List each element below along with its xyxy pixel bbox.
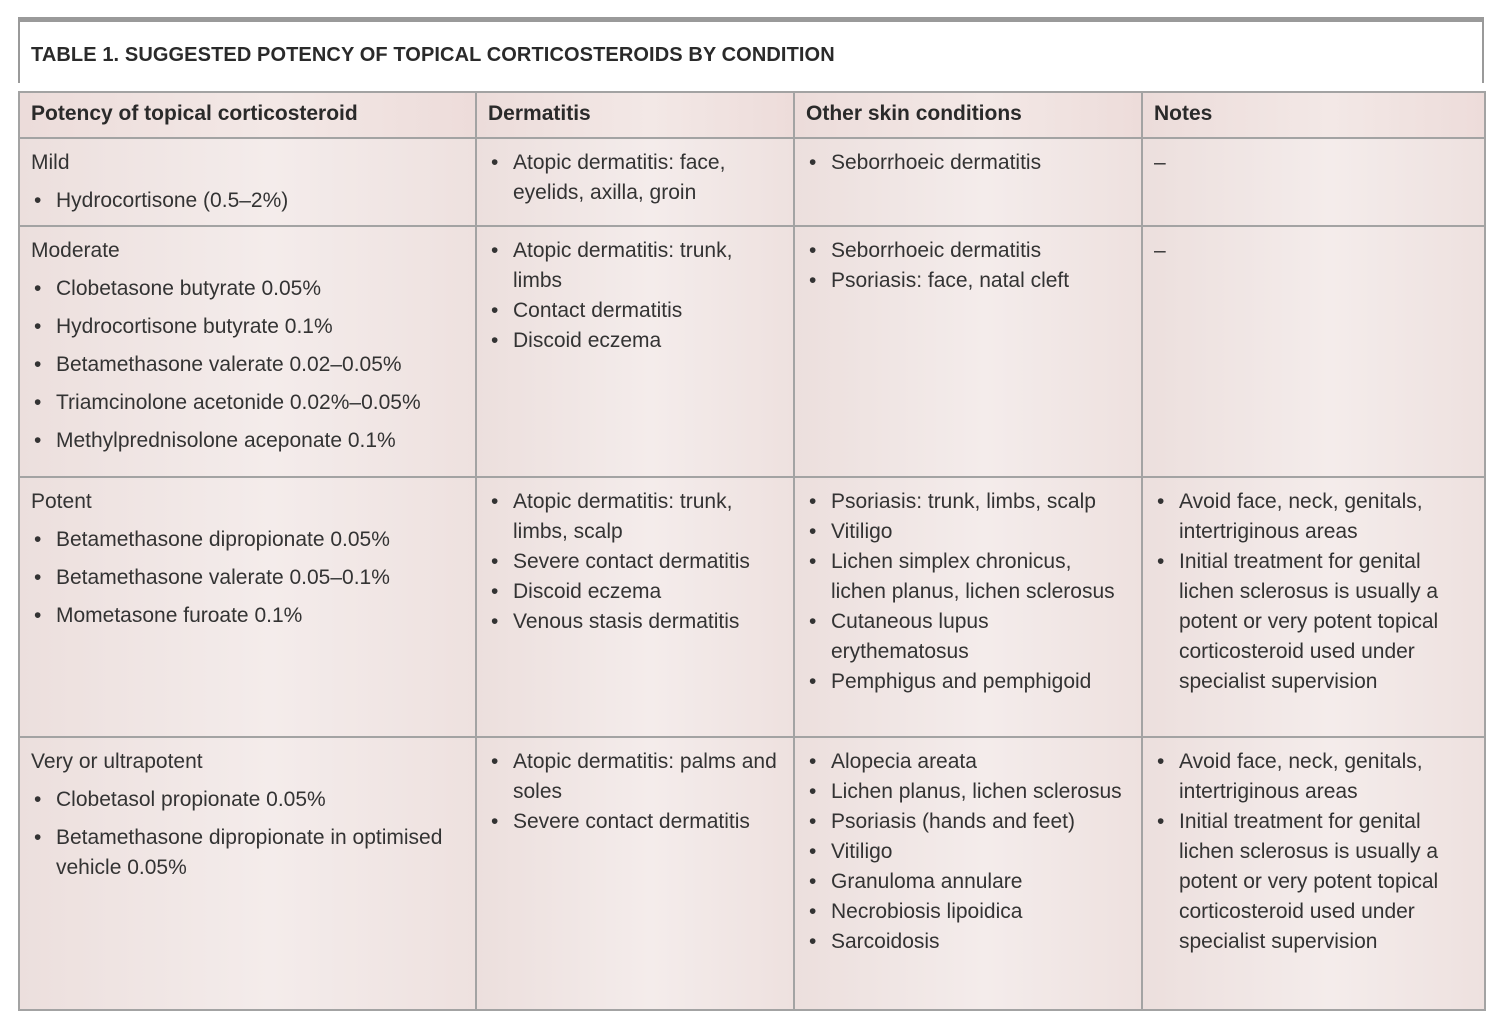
potency-table	[18, 91, 1486, 1011]
list-item: • Hydrocortisone (0.5–2%)	[31, 186, 465, 216]
header-notes: Notes	[1142, 92, 1485, 138]
list-item: • Atopic dermatitis: palms and soles	[488, 747, 783, 807]
table-title-text: SUGGESTED POTENCY OF TOPICAL CORTICOSTEROIDS BY CONDITION	[124, 44, 835, 66]
notes-list	[1154, 747, 1474, 957]
header-other-conditions: Other skin conditions	[794, 92, 1142, 138]
notes-dash: –	[1154, 151, 1166, 174]
other-conditions-list	[806, 236, 1131, 296]
table-row	[19, 737, 1485, 1010]
list-item: • Atopic dermatitis: face, eyelids, axilla, groin	[488, 148, 783, 208]
other-conditions-list	[806, 747, 1131, 957]
dermatitis-list	[488, 148, 783, 208]
dermatitis-cell	[476, 477, 794, 737]
list-item: • Avoid face, neck, genitals, intertriginous areas	[1154, 487, 1474, 547]
header-dermatitis: Dermatitis	[476, 92, 794, 138]
table-number: TABLE 1.	[31, 44, 120, 66]
list-item: • Betamethasone dipropionate 0.05%	[31, 525, 465, 555]
potency-cell	[19, 477, 476, 737]
list-item: • Mometasone furoate 0.1%	[31, 601, 465, 631]
list-item: • Lichen simplex chronicus, lichen planus, lichen sclerosus	[806, 547, 1131, 607]
potency-name: Moderate	[31, 239, 120, 262]
list-item: • Hydrocortisone butyrate 0.1%	[31, 312, 465, 342]
drug-list	[31, 186, 465, 216]
table-row	[19, 477, 1485, 737]
list-item: • Clobetasone butyrate 0.05%	[31, 274, 465, 304]
table-row	[19, 138, 1485, 226]
list-item: • Betamethasone dipropionate in optimised vehicle 0.05%	[31, 823, 465, 883]
other-conditions-list	[806, 148, 1131, 178]
notes-cell	[1142, 477, 1485, 737]
table-row	[19, 226, 1485, 477]
list-item: • Discoid eczema	[488, 326, 783, 356]
list-item: • Sarcoidosis	[806, 927, 1131, 957]
table-title	[31, 44, 835, 67]
list-item: • Atopic dermatitis: trunk, limbs, scalp	[488, 487, 783, 547]
list-item: • Psoriasis: trunk, limbs, scalp	[806, 487, 1131, 517]
list-item: • Severe contact dermatitis	[488, 807, 783, 837]
table-title-bar	[18, 17, 1484, 83]
other-conditions-cell	[794, 138, 1142, 226]
list-item: • Severe contact dermatitis	[488, 547, 783, 577]
list-item: • Necrobiosis lipoidica	[806, 897, 1131, 927]
list-item: • Methylprednisolone aceponate 0.1%	[31, 426, 465, 456]
list-item: • Cutaneous lupus erythematosus	[806, 607, 1131, 667]
other-conditions-list	[806, 487, 1131, 697]
list-item: • Betamethasone valerate 0.02–0.05%	[31, 350, 465, 380]
list-item: • Psoriasis (hands and feet)	[806, 807, 1131, 837]
list-item: • Vitiligo	[806, 517, 1131, 547]
potency-name: Mild	[31, 151, 70, 174]
dermatitis-cell	[476, 737, 794, 1010]
dermatitis-cell	[476, 226, 794, 477]
table-figure	[18, 17, 1484, 1011]
potency-cell	[19, 226, 476, 477]
notes-cell	[1142, 737, 1485, 1010]
list-item: • Contact dermatitis	[488, 296, 783, 326]
drug-list	[31, 274, 465, 456]
dermatitis-cell	[476, 138, 794, 226]
other-conditions-cell	[794, 226, 1142, 477]
notes-dash: –	[1154, 239, 1166, 262]
other-conditions-cell	[794, 477, 1142, 737]
potency-cell	[19, 138, 476, 226]
drug-list	[31, 525, 465, 631]
potency-cell	[19, 737, 476, 1010]
list-item: • Seborrhoeic dermatitis	[806, 236, 1131, 266]
dermatitis-list	[488, 487, 783, 637]
notes-cell	[1142, 226, 1485, 477]
dermatitis-list	[488, 747, 783, 837]
list-item: • Alopecia areata	[806, 747, 1131, 777]
list-item: • Avoid face, neck, genitals, intertriginous areas	[1154, 747, 1474, 807]
header-potency: Potency of topical corticosteroid	[19, 92, 476, 138]
header-row	[19, 92, 1485, 138]
list-item: • Initial treatment for genital lichen sclerosus is usually a potent or very potent topical corticosteroid used under specialist supervision	[1154, 547, 1474, 697]
list-item: • Initial treatment for genital lichen sclerosus is usually a potent or very potent topical corticosteroid used under specialist supervision	[1154, 807, 1474, 957]
list-item: • Vitiligo	[806, 837, 1131, 867]
dermatitis-list	[488, 236, 783, 356]
potency-name: Very or ultrapotent	[31, 750, 203, 773]
list-item: • Clobetasol propionate 0.05%	[31, 785, 465, 815]
list-item: • Triamcinolone acetonide 0.02%–0.05%	[31, 388, 465, 418]
list-item: • Atopic dermatitis: trunk, limbs	[488, 236, 783, 296]
potency-name: Potent	[31, 490, 92, 513]
list-item: • Pemphigus and pemphigoid	[806, 667, 1131, 697]
list-item: • Granuloma annulare	[806, 867, 1131, 897]
list-item: • Psoriasis: face, natal cleft	[806, 266, 1131, 296]
list-item: • Venous stasis dermatitis	[488, 607, 783, 637]
drug-list	[31, 785, 465, 883]
list-item: • Discoid eczema	[488, 577, 783, 607]
list-item: • Betamethasone valerate 0.05–0.1%	[31, 563, 465, 593]
notes-cell	[1142, 138, 1485, 226]
notes-list	[1154, 487, 1474, 697]
list-item: • Lichen planus, lichen sclerosus	[806, 777, 1131, 807]
other-conditions-cell	[794, 737, 1142, 1010]
list-item: • Seborrhoeic dermatitis	[806, 148, 1131, 178]
